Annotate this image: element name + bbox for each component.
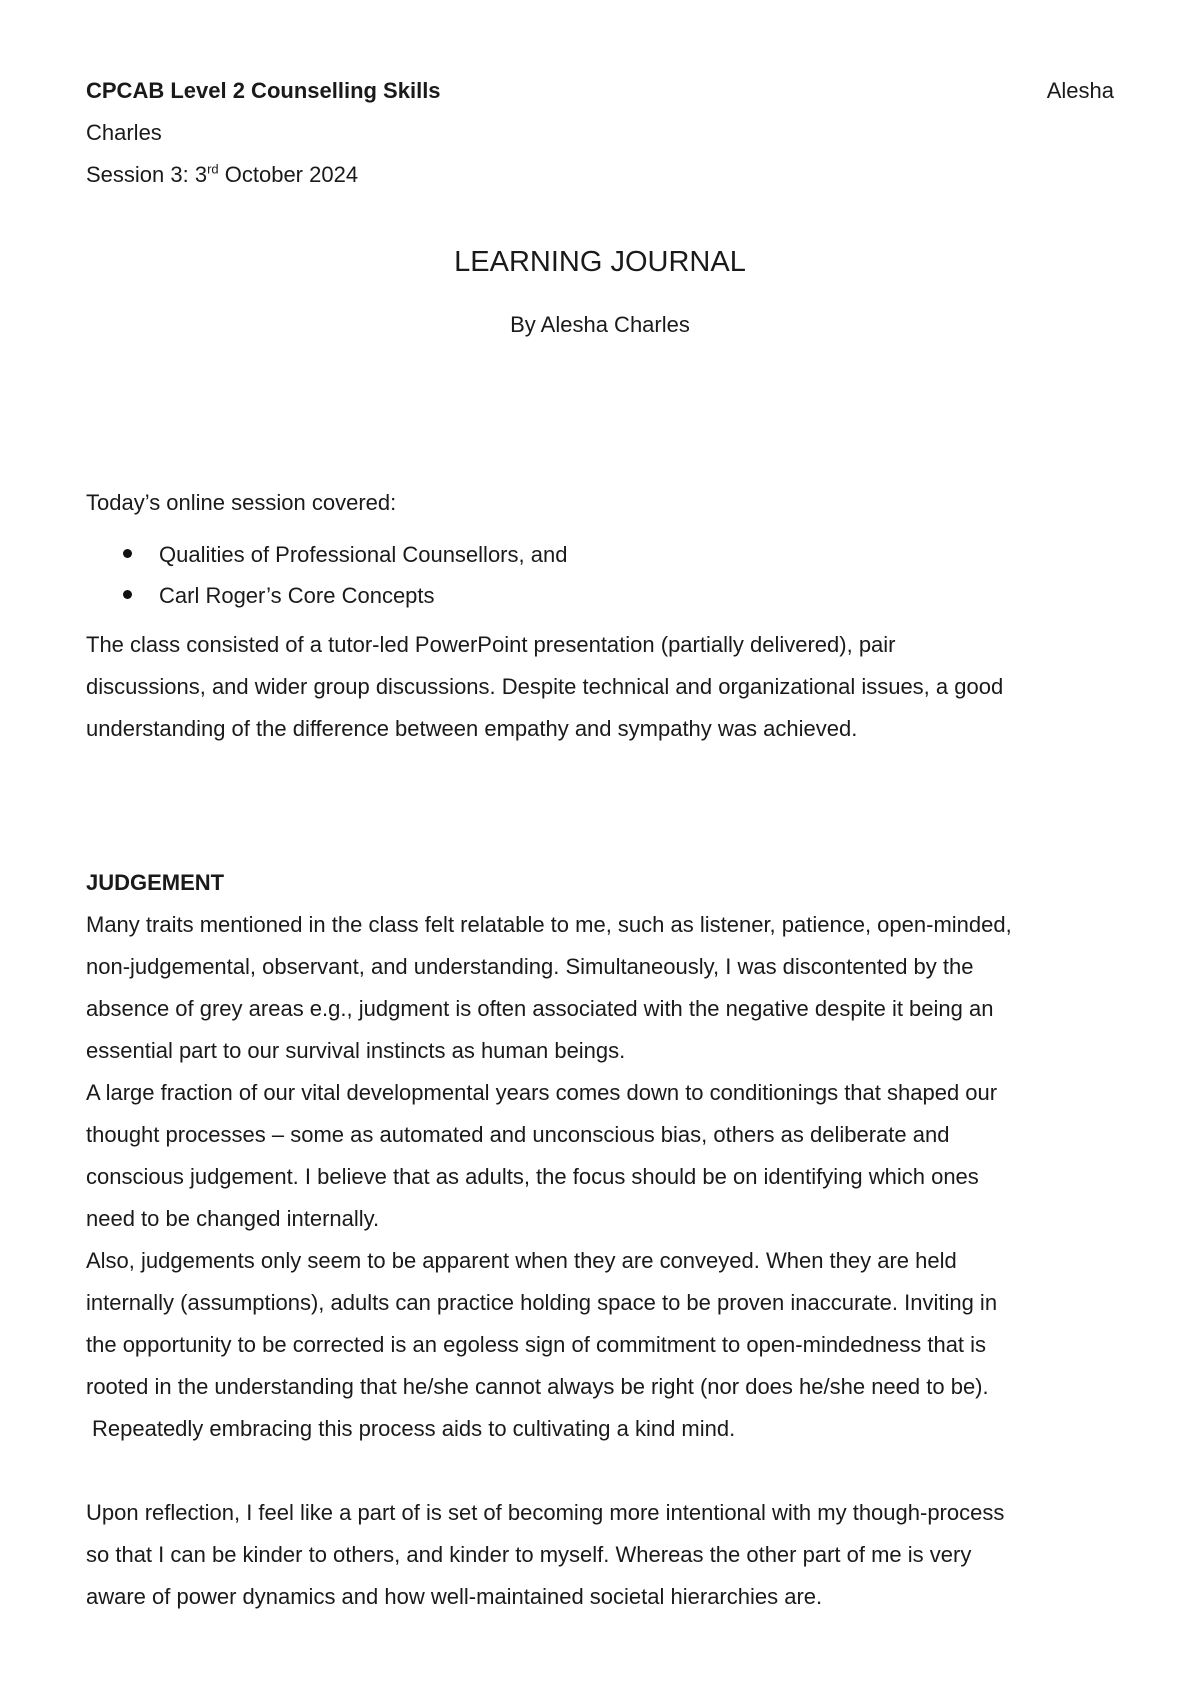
topic-label: Carl Roger’s Core Concepts (159, 583, 435, 608)
session-date-suffix: October 2024 (218, 162, 359, 187)
session-date-ordinal: rd (207, 161, 219, 177)
reflection-paragraph (86, 1492, 1114, 1618)
session-date (86, 154, 1114, 196)
course-title: CPCAB Level 2 Counselling Skills (86, 78, 441, 103)
text-line: discussions, and wider group discussions. Despite technical and organizational issues, a good (86, 674, 1004, 699)
text-line: absence of grey areas e.g., judgment is often associated with the negative despite it being an (86, 996, 994, 1021)
text-line: Many traits mentioned in the class felt relatable to me, such as listener, patience, open-minded, (86, 912, 1012, 937)
document-content (86, 70, 1114, 1618)
text-line: A large fraction of our vital developmental years comes down to conditionings that shaped our (86, 1080, 998, 1105)
text-line: Repeatedly embracing this process aids to cultivating a kind mind. (92, 1416, 736, 1441)
judgement-paragraph-2 (86, 1072, 1114, 1240)
byline: By Alesha Charles (510, 312, 690, 337)
judgement-paragraph-1 (86, 904, 1114, 1072)
text-line: Upon reflection, I feel like a part of is set of becoming more intentional with my though-process (86, 1500, 1005, 1525)
session-date-prefix: Session 3: 3 (86, 162, 208, 187)
author-first-name: Alesha (1046, 78, 1114, 103)
section-heading: JUDGEMENT (86, 870, 225, 895)
paragraph-spacer (86, 1450, 1114, 1492)
list-item (159, 534, 1114, 575)
text-line: rooted in the understanding that he/she cannot always be right (nor does he/she need to be). (86, 1374, 989, 1399)
summary-paragraph (86, 624, 1114, 750)
bullet-icon (123, 549, 132, 558)
text-line: essential part to our survival instincts as human beings. (86, 1038, 626, 1063)
header-row (86, 70, 1114, 112)
text-line: thought processes – some as automated and unconscious bias, others as deliberate and (86, 1122, 950, 1147)
text-line: the opportunity to be corrected is an egoless sign of commitment to open-mindedness that is (86, 1332, 987, 1357)
text-line: The class consisted of a tutor-led PowerPoint presentation (partially delivered), pair (86, 632, 896, 657)
text-line: understanding of the difference between empathy and sympathy was achieved. (86, 716, 858, 741)
text-line: internally (assumptions), adults can practice holding space to be proven inaccurate. Inviting in (86, 1290, 998, 1315)
topic-label: Qualities of Professional Counsellors, and (159, 542, 568, 567)
intro-text: Today’s online session covered: (86, 490, 397, 515)
text-line: non-judgemental, observant, and understanding. Simultaneously, I was discontented by the (86, 954, 974, 979)
bullet-icon (123, 590, 132, 599)
text-line: need to be changed internally. (86, 1206, 380, 1231)
judgement-paragraph-3 (86, 1240, 1114, 1450)
list-item (159, 575, 1114, 616)
text-line: conscious judgement. I believe that as adults, the focus should be on identifying which ones (86, 1164, 979, 1189)
text-line: aware of power dynamics and how well-maintained societal hierarchies are. (86, 1584, 823, 1609)
document-title: LEARNING JOURNAL (454, 246, 746, 278)
text-line: so that I can be kinder to others, and kinder to myself. Whereas the other part of me is very (86, 1542, 972, 1567)
topics-list (86, 534, 1114, 616)
text-line: Also, judgements only seem to be apparent when they are conveyed. When they are held (86, 1248, 957, 1273)
author-last-name: Charles (86, 120, 162, 145)
